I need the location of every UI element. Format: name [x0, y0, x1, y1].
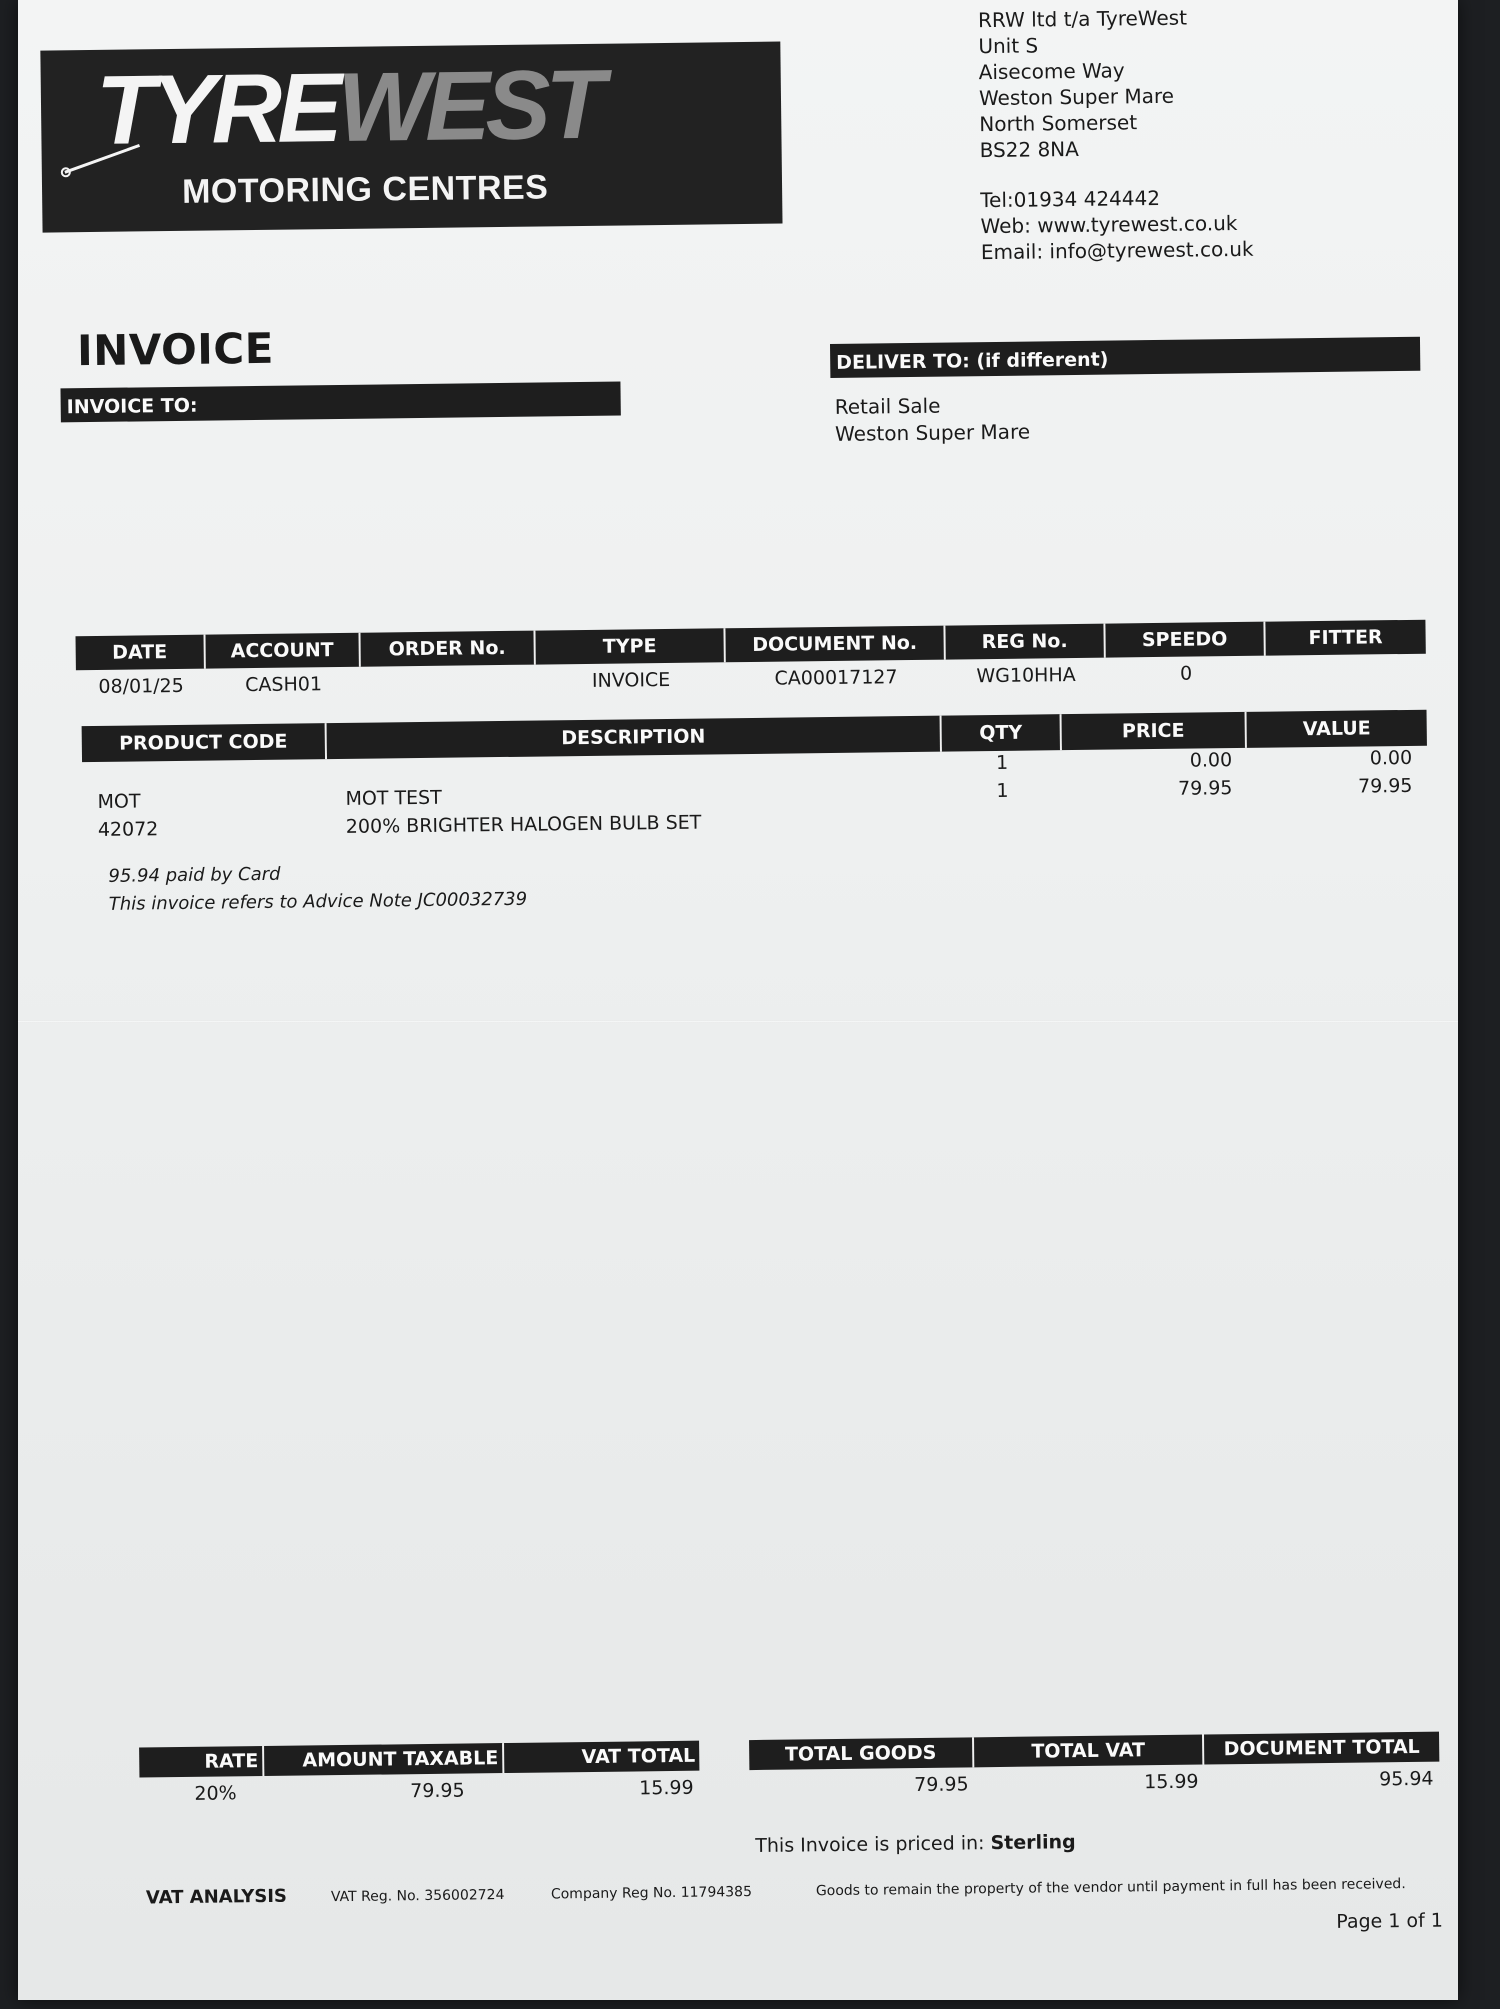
- deliver-line: Retail Sale: [834, 393, 941, 419]
- company-web[interactable]: Web: www.tyrewest.co.uk: [980, 210, 1238, 239]
- vat-col-rate: RATE: [139, 1746, 264, 1778]
- vat-table-values: [139, 1773, 699, 1810]
- item-description: 200% BRIGHTER HALOGEN BULB SET: [345, 811, 702, 838]
- items-col-price: PRICE: [1062, 712, 1247, 750]
- totals-col-document-total: DOCUMENT TOTAL: [1204, 1732, 1439, 1765]
- header-order-no: ORDER No.: [360, 631, 535, 667]
- address-line: BS22 8NA: [979, 136, 1080, 163]
- header-fitter: FITTER: [1265, 620, 1425, 656]
- total-goods: 79.95: [914, 1773, 969, 1797]
- vat-table-header: [139, 1741, 699, 1778]
- header-document-no: DOCUMENT No.: [725, 626, 945, 663]
- wrench-icon: [59, 139, 149, 180]
- retention-of-title-note: Goods to remain the property of the vendor until payment in full has been received.: [815, 1876, 1406, 1900]
- item-price: 79.95: [1177, 777, 1233, 800]
- item-qty: [943, 804, 1063, 833]
- value-account: CASH01: [245, 673, 323, 697]
- vat-analysis-label: VAT ANALYSIS: [145, 1885, 288, 1909]
- tyrewest-logo: [40, 42, 782, 233]
- totals-col-goods: TOTAL GOODS: [749, 1737, 974, 1770]
- items-col-value: VALUE: [1247, 710, 1427, 748]
- totals-table-values: [749, 1764, 1439, 1802]
- header-reg-no: REG No.: [945, 624, 1105, 660]
- currency-label: This Invoice is priced in:: [755, 1832, 985, 1857]
- item-code: 42072: [97, 818, 159, 841]
- document-title: INVOICE: [76, 323, 275, 376]
- item-code: MOT: [97, 790, 141, 813]
- value-fitter: [1266, 655, 1426, 689]
- item-price: [1063, 802, 1248, 832]
- header-account: ACCOUNT: [205, 633, 360, 669]
- item-code: [82, 757, 327, 788]
- vat-col-amount-taxable: AMOUNT TAXABLE: [264, 1743, 504, 1776]
- item-qty: 1: [996, 779, 1009, 802]
- address-line: Unit S: [978, 33, 1039, 59]
- company-email[interactable]: Email: info@tyrewest.co.uk: [980, 236, 1254, 265]
- address-line: Aisecome Way: [978, 58, 1125, 85]
- item-value: 79.95: [1357, 774, 1413, 798]
- item-value: 0.00: [1369, 746, 1413, 770]
- company-reg-number: Company Reg No. 11794385: [550, 1884, 753, 1903]
- vat-amount-taxable: 79.95: [410, 1779, 465, 1803]
- header-speedo: SPEEDO: [1105, 622, 1265, 658]
- value-type: INVOICE: [591, 668, 671, 692]
- value-speedo: 0: [1179, 662, 1193, 685]
- items-col-product-code: PRODUCT CODE: [82, 723, 327, 762]
- deliver-line: Weston Super Mare: [834, 419, 1031, 446]
- value-order-no: [361, 666, 536, 700]
- vat-reg-number: VAT Reg. No. 356002724: [330, 1887, 505, 1906]
- payment-note: 95.94 paid by Card: [108, 863, 281, 887]
- value-reg-no: WG10HHA: [976, 663, 1076, 688]
- logo-subtitle: MOTORING CENTRES: [181, 168, 549, 211]
- deliver-to-label: DELIVER TO: (if different): [830, 337, 1420, 378]
- address-line: RRW ltd t/a TyreWest: [977, 5, 1188, 33]
- item-description: MOT TEST: [345, 786, 442, 810]
- total-vat: 15.99: [1144, 1770, 1199, 1794]
- footer: [146, 1872, 1446, 1918]
- value-document-no: CA00017127: [774, 666, 898, 690]
- logo-wordmark: [95, 48, 601, 167]
- company-contact: [980, 184, 1254, 265]
- address-line: North Somerset: [979, 110, 1138, 137]
- value-date: 08/01/25: [98, 674, 184, 698]
- logo-word-west: WEST: [336, 48, 602, 162]
- page-number: Page 1 of 1: [1336, 1909, 1444, 1933]
- company-tel: Tel:01934 424442: [980, 185, 1161, 213]
- header-type: TYPE: [535, 628, 725, 664]
- vat-col-vat-total: VAT TOTAL: [504, 1741, 699, 1773]
- document-total: 95.94: [1379, 1767, 1434, 1791]
- vat-total: 15.99: [639, 1776, 694, 1800]
- invoice-to-label: INVOICE TO:: [60, 382, 620, 423]
- item-price: 0.00: [1189, 749, 1233, 772]
- currency-value: Sterling: [990, 1831, 1076, 1855]
- item-qty: 1: [995, 751, 1009, 774]
- items-col-description: DESCRIPTION: [327, 716, 942, 760]
- address-line: Weston Super Mare: [978, 83, 1175, 111]
- logo-word-tyre: TYRE: [95, 51, 339, 165]
- vat-rate: 20%: [194, 1782, 237, 1805]
- deliver-to-address: [835, 392, 1031, 448]
- currency-statement: [755, 1831, 1076, 1857]
- item-value: [1248, 800, 1428, 830]
- company-address: [978, 5, 1189, 164]
- totals-col-vat: TOTAL VAT: [974, 1735, 1204, 1768]
- items-col-qty: QTY: [942, 714, 1062, 751]
- header-date: DATE: [76, 635, 206, 671]
- payment-notes: [108, 858, 527, 919]
- advice-note-reference: This invoice refers to Advice Note JC00032739: [108, 888, 528, 915]
